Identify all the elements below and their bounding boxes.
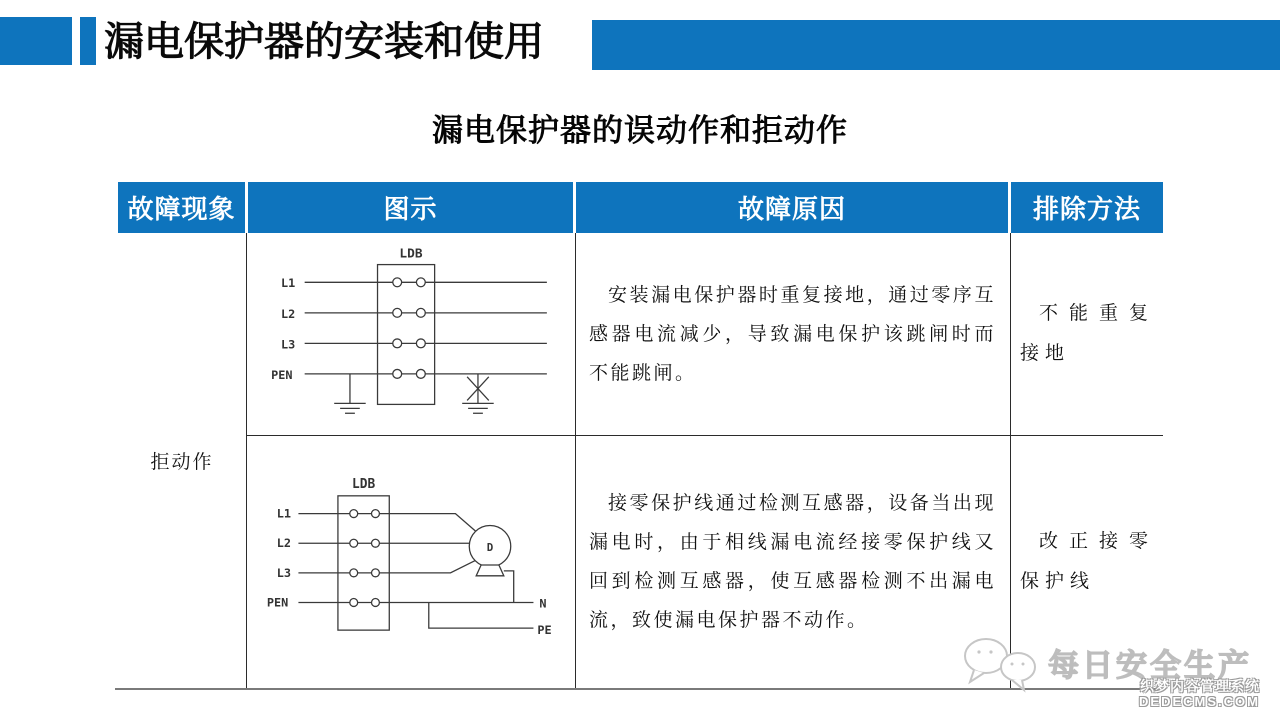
cms-name: 织梦内容管理系统 — [1140, 678, 1260, 694]
row-label-refusal-to-operate: 拒动作 — [150, 452, 214, 473]
table-header-row — [118, 182, 1163, 233]
fault-cause-text: 接零保护线通过检测互感器，设备当出现漏电时，由于相线漏电流经接零保护线又回到检测互感器，使互感器检测不出漏电流，致使漏电保护器不动作。 — [589, 492, 996, 631]
fault-cause-cell — [576, 437, 1009, 686]
line-label-l3: L3 — [276, 565, 291, 580]
header-accent-block — [0, 17, 72, 65]
col-header-diagram: 图示 — [248, 182, 573, 233]
circuit-diagram-1 — [253, 238, 569, 430]
header-rule-bar — [592, 20, 1280, 70]
fault-cause-cell — [576, 235, 1009, 433]
diagram-repeated-grounding — [248, 235, 574, 433]
table-divider — [246, 233, 247, 689]
motor-label: D — [486, 541, 494, 555]
col-header-remedy: 排除方法 — [1011, 182, 1163, 233]
remedy-text: 不能重复接地 — [1020, 303, 1154, 364]
line-label-l2: L2 — [276, 536, 291, 551]
line-label-pen: PEN — [271, 367, 293, 382]
line-label-l2: L2 — [281, 306, 296, 321]
cms-domain: DEDECMS.COM — [1139, 694, 1260, 709]
col-header-fault-cause: 故障原因 — [576, 182, 1008, 233]
line-label-l1: L1 — [281, 276, 296, 291]
wechat-chat-bubbles-icon — [960, 634, 1048, 694]
fault-table — [118, 182, 1163, 690]
table-row-divider — [246, 435, 1163, 436]
header-accent-bar — [80, 17, 96, 65]
line-label-l3: L3 — [281, 337, 296, 352]
line-label-n: N — [539, 596, 547, 611]
remedy-cell — [1011, 235, 1163, 433]
page-title: 漏电保护器的安装和使用 — [104, 20, 544, 64]
line-label-pe: PE — [537, 623, 552, 638]
line-label-pen: PEN — [266, 595, 289, 610]
circuit-diagram-2 — [253, 470, 569, 653]
device-label: LDB — [352, 476, 376, 492]
table-title: 漏电保护器的误动作和拒动作 — [432, 113, 848, 148]
cms-watermark — [1139, 678, 1260, 710]
fault-cause-text: 安装漏电保护器时重复接地，通过零序互感器电流减少，导致漏电保护该跳闸时而不能跳闸。 — [589, 284, 996, 384]
col-header-fault-phenomenon: 故障现象 — [118, 182, 245, 233]
device-label: LDB — [399, 246, 423, 262]
watermark-brand: 每日安全生产 — [1048, 648, 1252, 683]
line-label-l1: L1 — [276, 506, 291, 521]
diagram-pen-through-detector — [248, 437, 574, 686]
remedy-text: 改正接零保护线 — [1020, 530, 1154, 592]
